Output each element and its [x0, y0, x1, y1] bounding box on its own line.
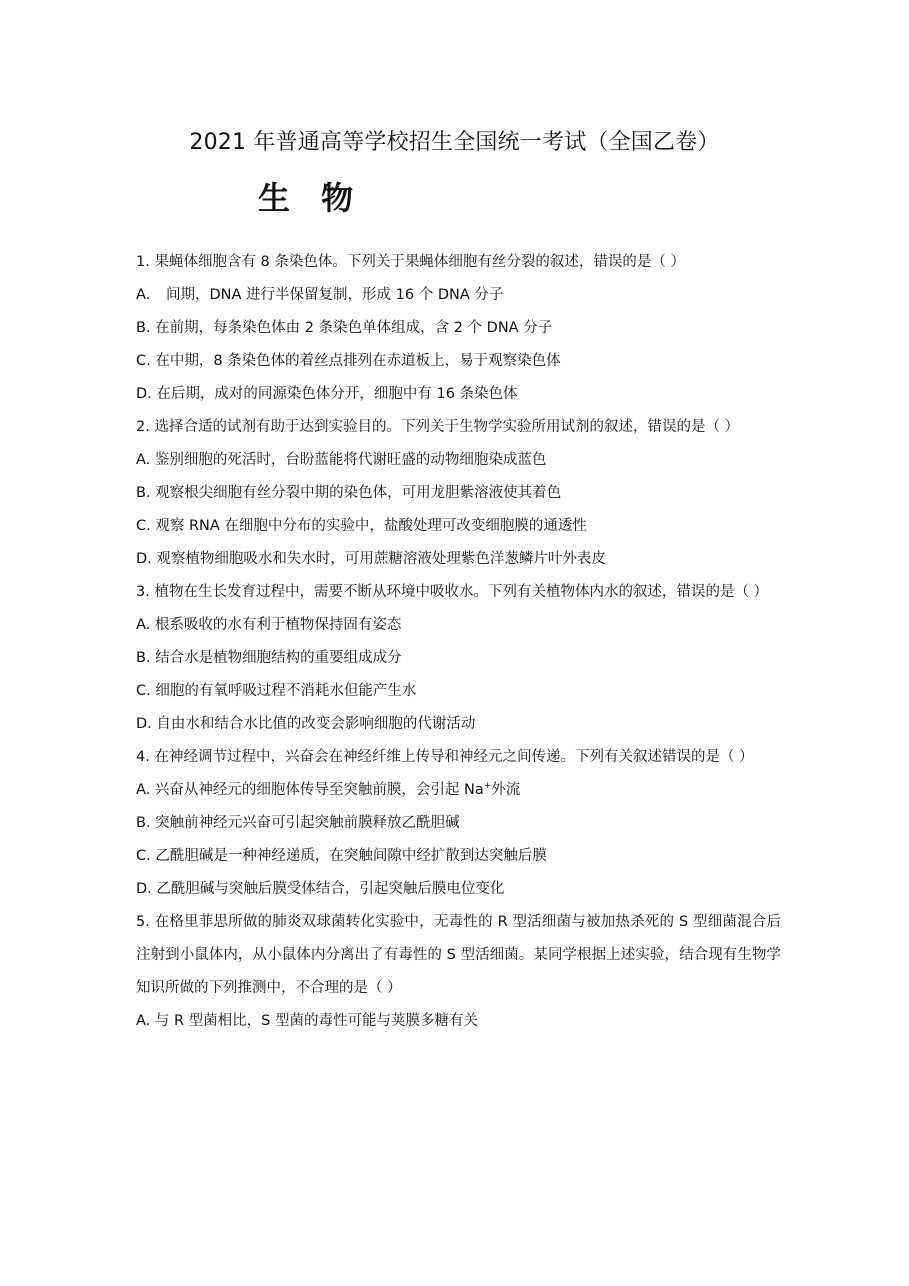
subject-heading: 生 物	[258, 179, 364, 217]
option-text: 突触前神经元兴奋可引起突触前膜释放乙酰胆碱	[155, 815, 460, 831]
option-d	[136, 873, 781, 906]
question-5	[136, 906, 781, 1038]
option-a	[136, 774, 781, 807]
option-b	[136, 807, 781, 840]
option-letter: C.	[136, 518, 151, 534]
option-b	[136, 477, 781, 510]
option-letter: B.	[136, 650, 151, 666]
option-letter: C.	[136, 353, 151, 369]
question-stem: 2. 选择合适的试剂有助于达到实验目的。下列关于生物学实验所用试剂的叙述，错误的是（ ）	[136, 419, 740, 435]
exam-title: 2021 年普通高等学校招生全国统一考试（全国乙卷）	[189, 130, 720, 155]
option-text: 与 R 型菌相比，S 型菌的毒性可能与荚膜多糖有关	[154, 1013, 478, 1029]
option-letter: D.	[136, 551, 152, 567]
option-a	[136, 609, 781, 642]
option-letter: D.	[136, 386, 152, 402]
option-text: 观察 RNA 在细胞中分布的实验中，盐酸处理可改变细胞膜的通透性	[155, 518, 587, 534]
option-text: 根系吸收的水有利于植物保持固有姿态	[154, 617, 402, 633]
option-text: 乙酰胆碱是一种神经递质，在突触间隙中经扩散到达突触后膜	[155, 848, 547, 864]
option-b	[136, 312, 781, 345]
option-text: 在前期，每条染色体由 2 条染色单体组成，含 2 个 DNA 分子	[155, 320, 553, 336]
option-letter: A.	[136, 452, 151, 468]
option-a	[136, 1005, 781, 1038]
question-stem: 3. 植物在生长发育过程中，需要不断从环境中吸收水。下列有关植物体内水的叙述，错误的是（ ）	[136, 584, 769, 600]
option-letter: D.	[136, 881, 152, 897]
option-text: 细胞的有氧呼吸过程不消耗水但能产生水	[155, 683, 417, 699]
question-1	[136, 246, 781, 411]
option-c	[136, 675, 781, 708]
option-text: 鉴别细胞的死活时，台盼蓝能将代谢旺盛的动物细胞染成蓝色	[154, 452, 547, 468]
option-letter: C.	[136, 683, 151, 699]
option-letter: D.	[136, 716, 152, 732]
option-c	[136, 840, 781, 873]
option-letter: B.	[136, 815, 151, 831]
option-letter: A.	[136, 782, 151, 798]
option-d	[136, 708, 781, 741]
option-letter: A.	[136, 1013, 151, 1029]
superscript-plus: +	[483, 781, 492, 792]
question-stem: 1. 果蝇体细胞含有 8 条染色体。下列关于果蝇体细胞有丝分裂的叙述，错误的是（ ）	[136, 254, 685, 270]
option-letter: B.	[136, 320, 151, 336]
option-text: 观察植物细胞吸水和失水时，可用蔗糖溶液处理紫色洋葱鳞片叶外表皮	[156, 551, 606, 567]
option-text: 在中期，8 条染色体的着丝点排列在赤道板上，易于观察染色体	[155, 353, 561, 369]
option-d	[136, 378, 781, 411]
option-a	[136, 279, 781, 312]
question-2	[136, 411, 781, 576]
question-list	[136, 246, 781, 1038]
option-c	[136, 510, 781, 543]
question-3	[136, 576, 781, 741]
option-text: 间期，DNA 进行半保留复制，形成 16 个 DNA 分子	[166, 287, 504, 303]
option-letter: A.	[136, 617, 151, 633]
option-c	[136, 345, 781, 378]
option-text: 在后期，成对的同源染色体分开，细胞中有 16 条染色体	[156, 386, 518, 402]
option-text: 结合水是植物细胞结构的重要组成成分	[155, 650, 402, 666]
option-d	[136, 543, 781, 576]
question-4	[136, 741, 781, 906]
question-stem: 4. 在神经调节过程中，兴奋会在神经纤维上传导和神经元之间传递。下列有关叙述错误的是（ ）	[136, 749, 754, 765]
option-letter: B.	[136, 485, 151, 501]
question-stem: 5. 在格里菲思所做的肺炎双球菌转化实验中，无毒性的 R 型活细菌与被加热杀死的 S 型细菌混合后注射到小鼠体内，从小鼠体内分离出了有毒性的 S 型活细菌。某同学根据上述实验，结合现有生物学知识所做的下列推测中，不合理的是（ ）	[136, 914, 781, 996]
option-text-suffix: 外流	[491, 782, 521, 798]
option-letter: A.	[136, 287, 151, 303]
option-text: 乙酰胆碱与突触后膜受体结合，引起突触后膜电位变化	[156, 881, 505, 897]
option-text: 兴奋从神经元的细胞体传导至突触前膜，会引起 Na	[154, 782, 484, 798]
option-letter: C.	[136, 848, 151, 864]
option-b	[136, 642, 781, 675]
option-text: 观察根尖细胞有丝分裂中期的染色体，可用龙胆紫溶液使其着色	[155, 485, 562, 501]
option-text: 自由水和结合水比值的改变会影响细胞的代谢活动	[156, 716, 476, 732]
option-a	[136, 444, 781, 477]
